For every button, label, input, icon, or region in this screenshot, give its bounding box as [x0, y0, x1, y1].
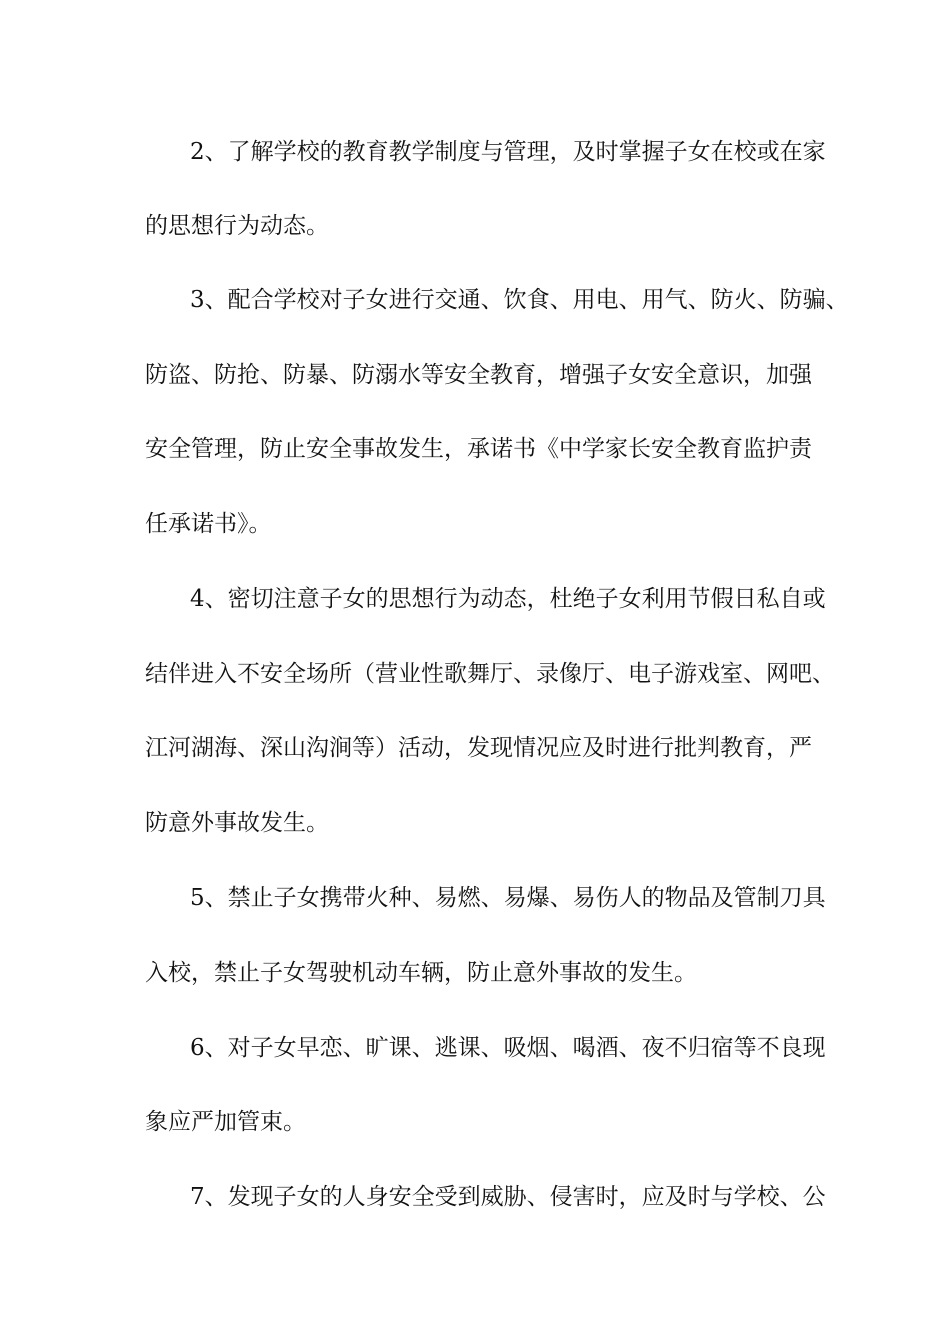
paragraph-6-line-1 [0, 1033, 950, 1063]
text-line: 3、配合学校对子女进行交通、饮食、用电、用气、防火、防骗、 [190, 287, 849, 313]
paragraph-4-line-4 [0, 808, 950, 838]
text-line: 任承诺书》。 [145, 511, 272, 537]
paragraph-6-line-2 [0, 1107, 950, 1137]
text-line: 的思想行为动态。 [145, 213, 329, 239]
paragraph-3-line-1 [0, 285, 950, 315]
paragraph-3-line-3 [0, 434, 950, 464]
text-line: 4、密切注意子女的思想行为动态，杜绝子女利用节假日私自或 [190, 586, 826, 612]
paragraph-4-line-1 [0, 584, 950, 614]
paragraph-7-line-1 [0, 1182, 950, 1212]
paragraph-3-line-4 [0, 509, 950, 539]
text-line: 结伴进入不安全场所（营业性歌舞厅、录像厅、电子游戏室、网吧、 [145, 661, 835, 687]
paragraph-2-line-1 [0, 137, 950, 167]
text-line: 入校，禁止子女驾驶机动车辆，防止意外事故的发生。 [145, 960, 697, 986]
paragraph-4-line-3 [0, 733, 950, 763]
text-line: 江河湖海、深山沟涧等）活动，发现情况应及时进行批判教育，严 [145, 735, 812, 761]
text-line: 7、发现子女的人身安全受到威胁、侵害时，应及时与学校、公 [190, 1184, 826, 1210]
text-line: 防盗、防抢、防暴、防溺水等安全教育，增强子女安全意识，加强 [145, 362, 812, 388]
text-line: 安全管理，防止安全事故发生，承诺书《中学家长安全教育监护责 [145, 436, 812, 462]
paragraph-3-line-2 [0, 360, 950, 390]
text-line: 2、了解学校的教育教学制度与管理，及时掌握子女在校或在家 [190, 139, 826, 165]
text-line: 象应严加管束。 [145, 1109, 306, 1135]
paragraph-4-line-2 [0, 659, 950, 689]
paragraph-2-line-2 [0, 211, 950, 241]
paragraph-5-line-1 [0, 883, 950, 913]
text-line: 防意外事故发生。 [145, 810, 329, 836]
paragraph-5-line-2 [0, 958, 950, 988]
text-line: 6、对子女早恋、旷课、逃课、吸烟、喝酒、夜不归宿等不良现 [190, 1035, 826, 1061]
text-line: 5、禁止子女携带火种、易燃、易爆、易伤人的物品及管制刀具 [190, 885, 826, 911]
